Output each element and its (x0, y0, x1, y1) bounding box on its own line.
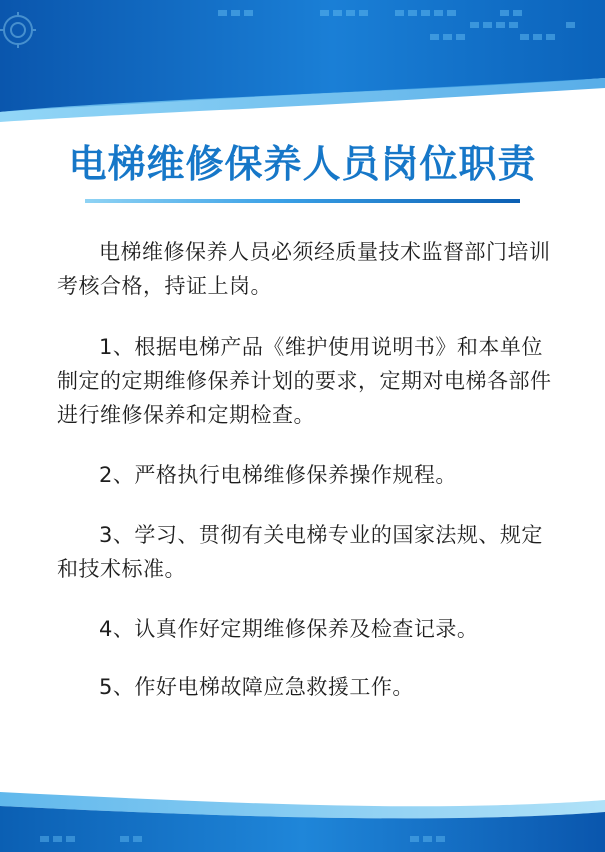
duty-item-3: 3、学习、贯彻有关电梯专业的国家法规、规定和技术标准。 (57, 523, 543, 581)
duty-item-1: 1、根据电梯产品《维护使用说明书》和本单位制定的定期维修保养计划的要求，定期对电梯各部件进行维修保养和定期检查。 (57, 335, 552, 427)
duty-item-5: 5、作好电梯故障应急救援工作。 (99, 675, 414, 699)
duty-item-4: 4、认真作好定期维修保养及检查记录。 (99, 617, 479, 641)
duty-item-2: 2、严格执行电梯维修保养操作规程。 (99, 463, 457, 487)
intro-paragraph: 电梯维修保养人员必须经质量技术监督部门培训考核合格，持证上岗。 (57, 240, 551, 298)
page-title: 电梯维修保养人员岗位职责 (68, 142, 537, 186)
title-underline (85, 199, 520, 203)
